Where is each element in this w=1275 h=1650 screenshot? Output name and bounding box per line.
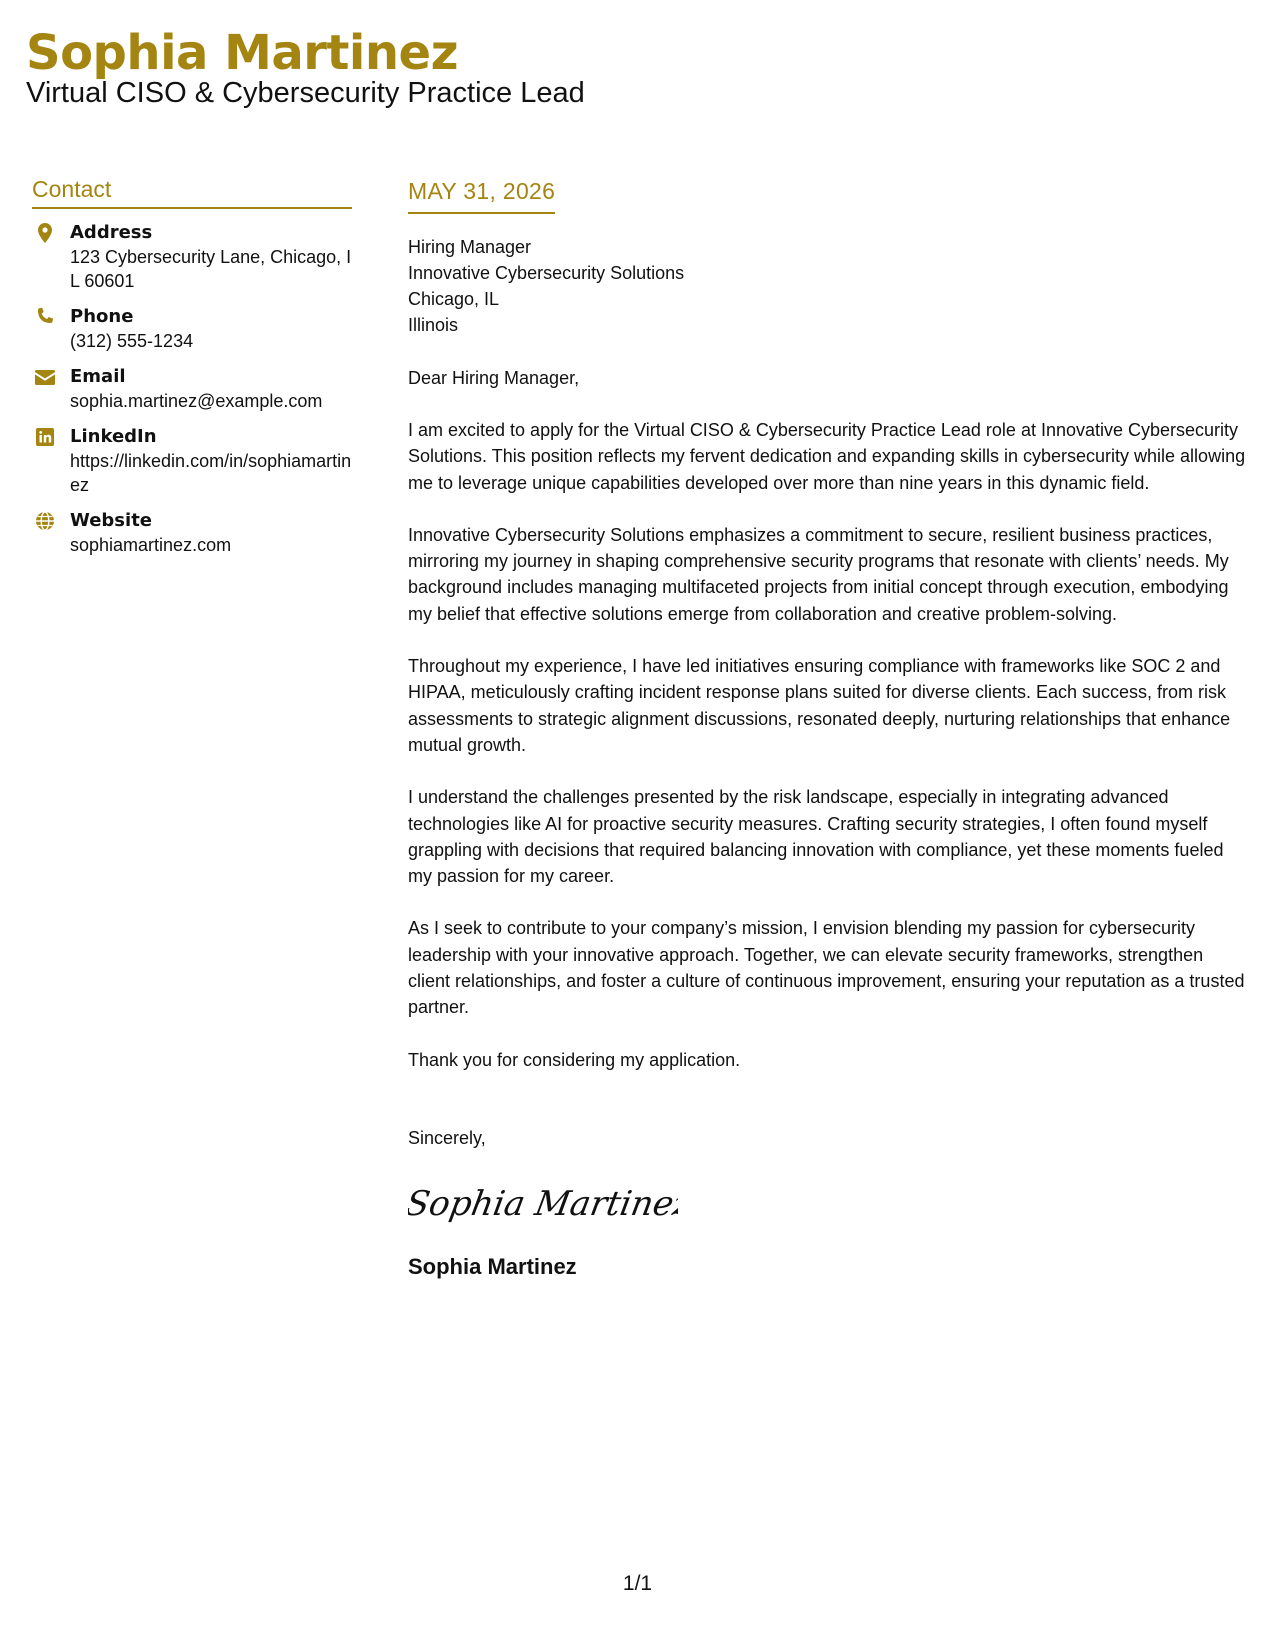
recipient-line: Chicago, IL <box>408 289 500 309</box>
letter-paragraph: Thank you for considering my application. <box>408 1049 741 1070</box>
applicant-title: Virtual CISO & Cybersecurity Practice Lead <box>26 77 585 109</box>
contact-label: Phone <box>70 306 134 327</box>
address-value: 123 Cybersecurity Lane, Chicago, IL 60601 <box>70 247 352 291</box>
letter-date: MAY 31, 2026 <box>408 176 555 214</box>
contact-address <box>32 221 352 293</box>
recipient-line: Innovative Cybersecurity Solutions <box>408 263 685 283</box>
letter-paragraph: As I seek to contribute to your company’s mission, I envision blending my passion for cybersecurity leadership with your innovative approach. Together, we can elevate security frameworks, strengthen client relationships, and foster a culture of continuous improvement, ensuring your reputation as a trusted partner. <box>408 918 1245 1018</box>
recipient-line: Illinois <box>408 315 459 335</box>
signature-text: Sophia Martinez <box>408 1184 678 1224</box>
recipient-block <box>408 234 1248 338</box>
website-value[interactable]: sophiamartinez.com <box>70 535 232 555</box>
contact-heading: Contact <box>32 174 352 209</box>
letter-paragraph: Throughout my experience, I have led initiatives ensuring compliance with frameworks like SOC 2 and HIPAA, meticulously crafting incident response plans suited for diverse clients. Each success, from risk assessments to strategic alignment discussions, resonated deeply, nurturing relationships that enhance mutual growth. <box>408 656 1231 755</box>
handwritten-signature <box>408 1171 1248 1233</box>
salutation: Dear Hiring Manager, <box>408 368 580 388</box>
contact-sidebar <box>32 174 352 569</box>
contact-linkedin <box>32 425 352 497</box>
letter-paragraph: I am excited to apply for the Virtual CISO & Cybersecurity Practice Lead role at Innovative Cybersecurity Solutions. This position reflects my fervent dedication and expanding skills in cybersecurity while allowing me to leverage unique capabilities developed over more than nine years in this dynamic field. <box>408 420 1246 493</box>
signer-name: Sophia Martinez <box>408 1253 577 1279</box>
linkedin-value[interactable]: https://linkedin.com/in/sophiamartinez <box>70 451 352 495</box>
contact-label: Address <box>70 222 153 243</box>
contact-email <box>32 365 352 413</box>
envelope-icon <box>34 366 56 388</box>
signature-graphic <box>408 1171 678 1233</box>
map-marker-icon <box>34 222 56 244</box>
phone-icon <box>34 306 56 328</box>
contact-website <box>32 509 352 557</box>
contact-label: Email <box>70 366 126 387</box>
applicant-name: Sophia Martinez <box>26 25 459 81</box>
contact-label: LinkedIn <box>70 426 157 447</box>
contact-label: Website <box>70 510 153 531</box>
page-number: 1/1 <box>622 1572 653 1595</box>
globe-icon <box>34 510 56 532</box>
linkedin-icon <box>34 426 56 448</box>
contact-phone <box>32 305 352 353</box>
letter-paragraph: I understand the challenges presented by the risk landscape, especially in integrating advanced technologies like AI for proactive security measures. Crafting security strategies, I often found myself grappling with decisions that required balancing innovation with compliance, yet these moments fueled my passion for my career. <box>408 787 1224 887</box>
recipient-line: Hiring Manager <box>408 237 532 257</box>
letter-paragraph: Innovative Cybersecurity Solutions emphasizes a commitment to secure, resilient business practices, mirroring my journey in shaping comprehensive security programs that resonate with clients’ needs. My background includes managing multifaceted projects from initial concept through execution, embodying my belief that effective solutions emerge from collaboration and creative problem-solving. <box>408 524 1229 624</box>
letter-body <box>408 176 1248 1281</box>
header <box>26 20 1226 110</box>
phone-value: (312) 555-1234 <box>70 331 194 351</box>
email-value[interactable]: sophia.martinez@example.com <box>70 391 323 411</box>
closing: Sincerely, <box>408 1127 486 1148</box>
